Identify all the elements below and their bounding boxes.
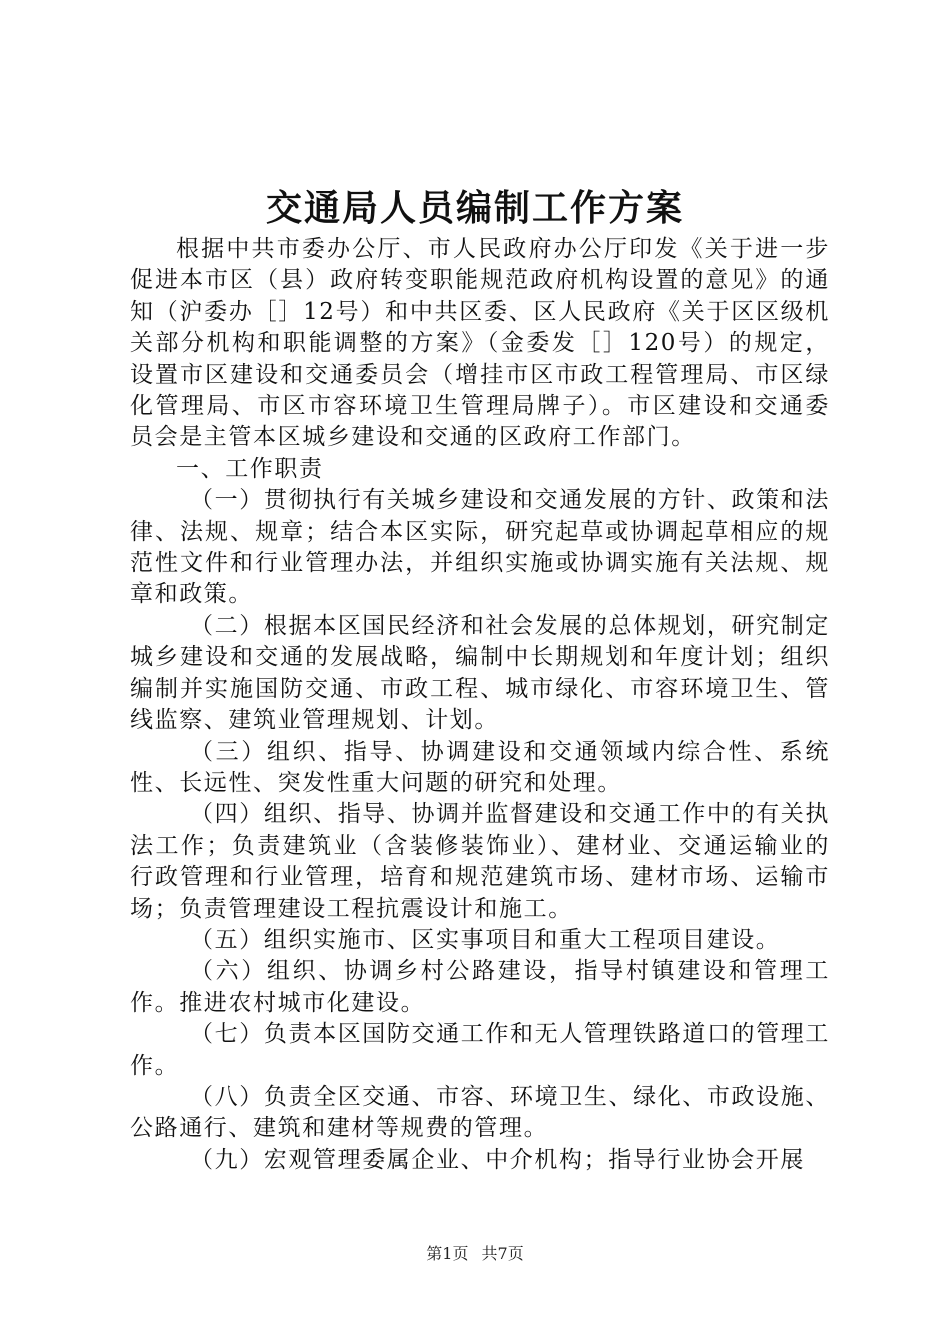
duty-item-5: （五）组织实施市、区实事项目和重大工程项目建设。 [190,926,781,953]
section-heading: 一、工作职责 [176,455,324,482]
duty-item-9: （九）宏观管理委属企业、中介机构；指导行业协会开展 [190,1146,805,1173]
duty-item-6: （六）组织、协调乡村公路建设，指导村镇建设和管理工作。推进农村城市化建设。 [130,958,830,1016]
document-body [130,234,830,1176]
document-title: 交通局人员编制工作方案 [265,187,684,229]
page-number: 第1页 [426,1244,469,1263]
duty-item-2: （二）根据本区国民经济和社会发展的总体规划，研究制定城乡建设和交通的发展战略，编制中长期规划和年度计划；组织编制并实施国防交通、市政工程、城市绿化、市容环境卫生、管线监察、建筑业管理规划、计划。 [130,612,830,734]
page-footer [0,1244,950,1264]
duty-item-7: （七）负责本区国防交通工作和无人管理铁路道口的管理工作。 [130,1021,830,1079]
duty-item-8: （八）负责全区交通、市容、环境卫生、绿化、市政设施、公路通行、建筑和建材等规费的管理。 [130,1083,830,1142]
intro-paragraph: 根据中共市委办公厅、市人民政府办公厅印发《关于进一步促进本市区（县）政府转变职能规范政府机构设置的意见》的通知（沪委办［］12号）和中共区委、区人民政府《关于区区级机关部分机构和职能调整的方案》（金委发［］120号）的规定，设置市区建设和交通委员会（增挂市区市政工程管理局、市区绿化管理局、市区市容环境卫生管理局牌子）。市区建设和交通委员会是主管本区城乡建设和交通的区政府工作部门。 [130,236,830,451]
page-total: 共7页 [481,1244,524,1263]
duty-item-3: （三）组织、指导、协调建设和交通领域内综合性、系统性、长远性、突发性重大问题的研究和处理。 [130,738,830,796]
duty-item-1: （一）贯彻执行有关城乡建设和交通发展的方针、政策和法律、法规、规章；结合本区实际，研究起草或协调起草相应的规范性文件和行业管理办法，并组织实施或协调实施有关法规、规章和政策。 [130,487,830,608]
duty-item-4: （四）组织、指导、协调并监督建设和交通工作中的有关执法工作；负责建筑业（含装修装饰业）、建材业、交通运输业的行政管理和行业管理，培育和规范建筑市场、建材市场、运输市场；负责管理建设工程抗震设计和施工。 [130,801,830,922]
